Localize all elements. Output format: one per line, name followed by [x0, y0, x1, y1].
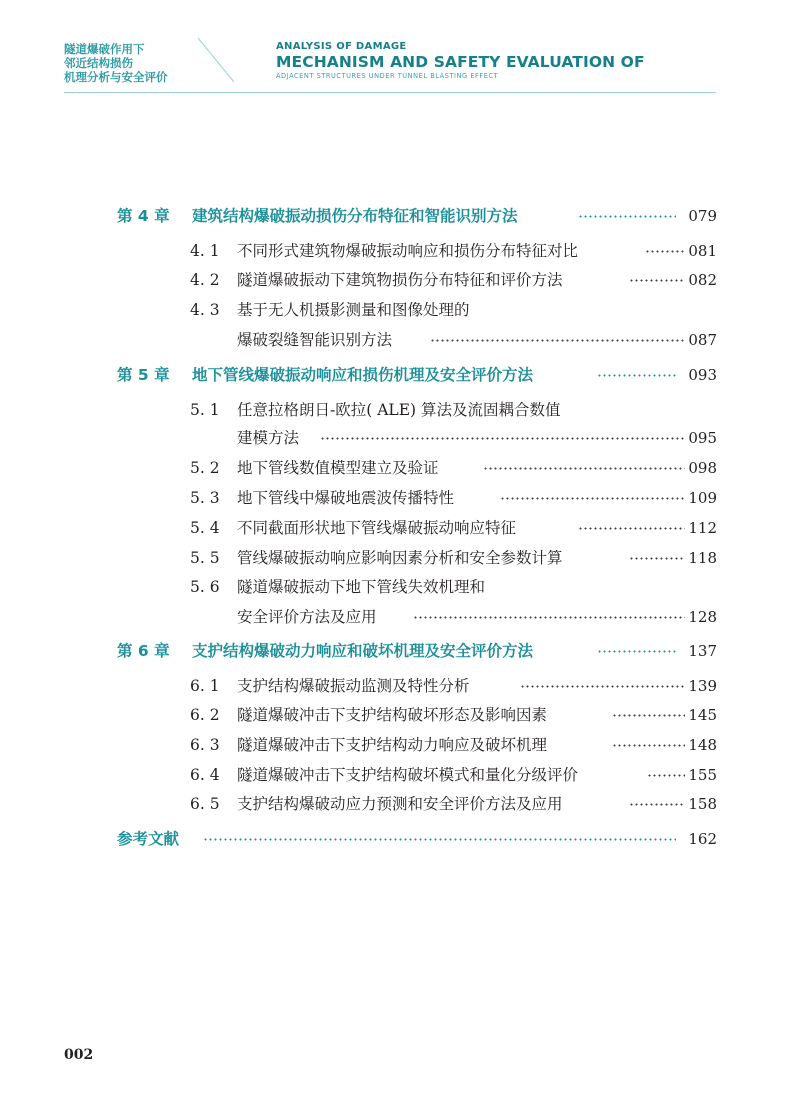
section-number: 5. 5 — [190, 549, 220, 567]
dot-leader — [629, 279, 684, 282]
section-title-line-2: 爆破裂缝智能识别方法 — [237, 331, 393, 349]
section-number: 5. 4 — [190, 519, 220, 537]
section-title: 隧道爆破冲击下支护结构破坏模式和量化分级评价 — [237, 766, 579, 784]
series-title-line-2: 邻近结构损伤 — [64, 56, 133, 70]
section-title-line-2: 建模方法 — [237, 429, 300, 447]
page-number: 118 — [688, 549, 717, 567]
toc-section-5-1[interactable] — [0, 397, 790, 423]
dot-leader — [645, 250, 685, 253]
toc-chapter-6[interactable] — [0, 638, 790, 664]
section-title: 隧道爆破冲击下支护结构动力响应及破坏机理 — [237, 736, 548, 754]
section-title: 不同截面形状地下管线爆破振动响应特征 — [237, 519, 517, 537]
section-title-line-1: 基于无人机摄影测量和图像处理的 — [237, 301, 470, 319]
section-title-line-1: 隧道爆破振动下地下管线失效机理和 — [237, 578, 486, 596]
toc-chapter-5[interactable] — [0, 362, 790, 388]
toc-section-6-1[interactable] — [0, 673, 790, 699]
dot-leader — [597, 650, 676, 653]
series-title-english — [276, 40, 645, 81]
section-title: 地下管线中爆破地震波传播特性 — [237, 489, 455, 507]
page-number: 139 — [688, 677, 717, 695]
dot-leader — [520, 685, 685, 688]
page-folio: 002 — [64, 1047, 94, 1063]
toc-section-4-1[interactable] — [0, 238, 790, 264]
chapter-title: 地下管线爆破振动响应和损伤机理及安全评价方法 — [192, 366, 534, 384]
header-divider-slash — [196, 36, 236, 84]
section-number: 4. 2 — [190, 271, 220, 289]
page-number: 162 — [688, 830, 717, 848]
section-number: 4. 1 — [190, 242, 220, 260]
section-title: 管线爆破振动响应影响因素分析和安全参数计算 — [237, 549, 563, 567]
references-label: 参考文献 — [117, 830, 180, 848]
toc-section-5-6-cont[interactable] — [0, 604, 790, 630]
english-title-line-1: ANALYSIS OF DAMAGE — [276, 41, 407, 52]
toc-chapter-4[interactable] — [0, 203, 790, 229]
page-number: 112 — [688, 519, 717, 537]
section-title: 不同形式建筑物爆破振动响应和损伤分布特征对比 — [237, 242, 579, 260]
section-number: 5. 2 — [190, 459, 220, 477]
dot-leader — [629, 803, 684, 806]
dot-leader — [320, 437, 685, 440]
page-number: 137 — [688, 642, 717, 660]
section-number: 6. 3 — [190, 736, 220, 754]
series-title-line-3: 机理分析与安全评价 — [64, 70, 168, 84]
toc-section-6-3[interactable] — [0, 732, 790, 758]
chapter-title: 建筑结构爆破振动损伤分布特征和智能识别方法 — [192, 207, 518, 225]
page-number: 158 — [688, 795, 717, 813]
dot-leader — [483, 467, 685, 470]
page-number: 148 — [688, 736, 717, 754]
dot-leader — [500, 497, 685, 500]
page-number: 087 — [688, 331, 717, 349]
page-number: 079 — [688, 207, 717, 225]
toc-section-5-2[interactable] — [0, 455, 790, 481]
page-number: 082 — [688, 271, 717, 289]
series-title-chinese — [64, 42, 168, 84]
section-title: 支护结构爆破振动监测及特性分析 — [237, 677, 470, 695]
page-number: 128 — [688, 608, 717, 626]
dot-leader — [413, 616, 685, 619]
toc-section-4-2[interactable] — [0, 267, 790, 293]
dot-leader — [629, 557, 684, 560]
chapter-label: 第 5 章 — [117, 366, 170, 384]
section-title: 支护结构爆破动应力预测和安全评价方法及应用 — [237, 795, 563, 813]
section-title-line-1: 任意拉格朗日-欧拉( ALE) 算法及流固耦合数值 — [237, 401, 561, 419]
english-title-line-2: MECHANISM AND SAFETY EVALUATION OF — [276, 53, 645, 71]
section-number: 5. 3 — [190, 489, 220, 507]
toc-section-4-3[interactable] — [0, 297, 790, 323]
page-number: 093 — [688, 366, 717, 384]
toc-references[interactable] — [0, 826, 790, 852]
section-title: 隧道爆破冲击下支护结构破坏形态及影响因素 — [237, 706, 548, 724]
section-title-line-2: 安全评价方法及应用 — [237, 608, 377, 626]
dot-leader — [578, 215, 676, 218]
page-number: 095 — [688, 429, 717, 447]
page-number: 109 — [688, 489, 717, 507]
header-rule — [64, 92, 716, 93]
page-number: 145 — [688, 706, 717, 724]
toc-section-5-6[interactable] — [0, 574, 790, 600]
chapter-title: 支护结构爆破动力响应和破坏机理及安全评价方法 — [192, 642, 534, 660]
toc-section-5-1-cont[interactable] — [0, 425, 790, 451]
toc-section-4-3-cont[interactable] — [0, 327, 790, 353]
dot-leader — [597, 374, 676, 377]
page-number: 098 — [688, 459, 717, 477]
toc-section-5-5[interactable] — [0, 545, 790, 571]
toc-section-5-3[interactable] — [0, 485, 790, 511]
chapter-label: 第 4 章 — [117, 207, 170, 225]
dot-leader — [430, 339, 685, 342]
dot-leader — [203, 838, 676, 841]
section-number: 5. 1 — [190, 401, 220, 419]
section-number: 6. 2 — [190, 706, 220, 724]
series-title-line-1: 隧道爆破作用下 — [64, 42, 145, 56]
section-number: 5. 6 — [190, 578, 220, 596]
dot-leader — [578, 527, 685, 530]
toc-section-6-2[interactable] — [0, 702, 790, 728]
section-number: 6. 5 — [190, 795, 220, 813]
chapter-label: 第 6 章 — [117, 642, 170, 660]
section-number: 4. 3 — [190, 301, 220, 319]
section-number: 6. 4 — [190, 766, 220, 784]
toc-section-6-4[interactable] — [0, 762, 790, 788]
toc-section-6-5[interactable] — [0, 791, 790, 817]
section-number: 6. 1 — [190, 677, 220, 695]
page-number: 155 — [688, 766, 717, 784]
section-title: 地下管线数值模型建立及验证 — [237, 459, 439, 477]
toc-section-5-4[interactable] — [0, 515, 790, 541]
page-number: 081 — [688, 242, 717, 260]
section-title: 隧道爆破振动下建筑物损伤分布特征和评价方法 — [237, 271, 563, 289]
dot-leader — [612, 744, 685, 747]
dot-leader — [612, 714, 685, 717]
english-title-line-3: ADJACENT STRUCTURES UNDER TUNNEL BLASTING EFFECT — [276, 72, 499, 80]
dot-leader — [647, 774, 685, 777]
